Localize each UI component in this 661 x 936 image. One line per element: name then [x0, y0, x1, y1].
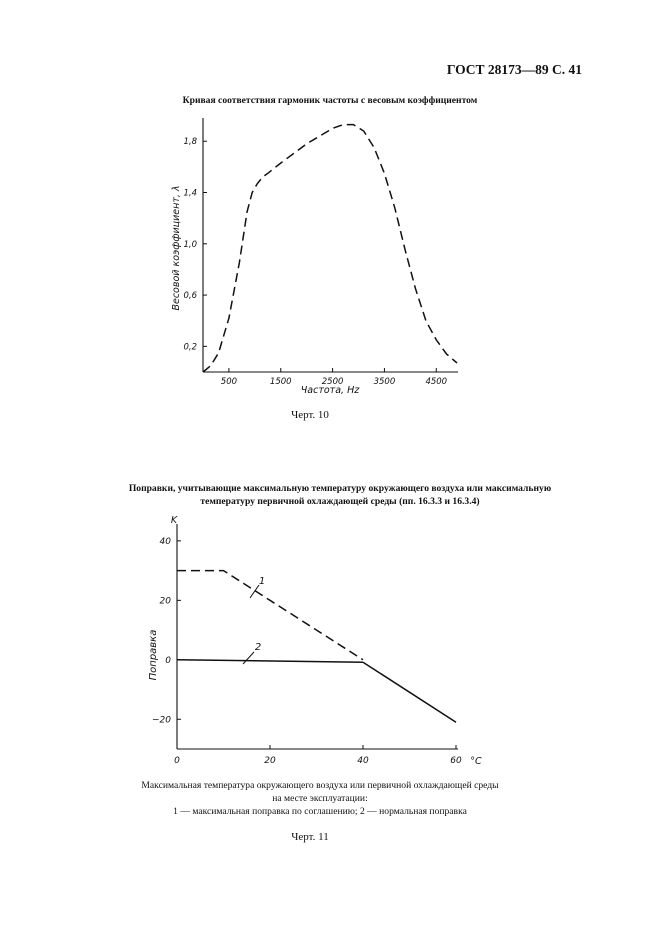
chart-10-x-tick-label: 3500: [373, 377, 396, 387]
chart-11-x-tick-label: 0: [174, 756, 180, 766]
chart-10-y-tick-label: 1,8: [183, 137, 197, 148]
chart-11-series-label-2: 2: [254, 642, 262, 653]
chart-11-title-line-1: Поправки, учитывающие максимальную температуру окружающего воздуха или максимальную: [128, 483, 552, 494]
chart-11-series-2: [177, 660, 363, 662]
chart-11-x-tick-label: 60: [450, 756, 462, 766]
chart-10-y-axis-label: Весовой коэффициент, λ: [171, 185, 182, 311]
chart-10-y-tick-label: 1,4: [183, 188, 197, 199]
chart-11-title: [70, 482, 610, 508]
chart-11-y-tick-label: −20: [152, 715, 171, 726]
chart-11-series-1: [177, 571, 363, 660]
chart-11-caption-line-1: Максимальная температура окружающего воздуха или первичной охлаждающей среды: [141, 780, 499, 791]
chart-10-y-tick-label: 0,2: [183, 342, 197, 353]
chart-11-series-3: [363, 662, 456, 722]
chart-11-y-axis-label: Поправка: [148, 629, 159, 681]
chart-11-caption: Черт. 11: [291, 831, 329, 843]
chart-11-x-tick-label: 20: [264, 756, 276, 766]
chart-10-y-tick-label: 1,0: [183, 239, 197, 250]
chart-11-y-tick-label: 40: [159, 536, 171, 547]
chart-11-label-2-leader: [243, 652, 254, 664]
chart-10-x-tick-label: 2500: [321, 377, 344, 387]
chart-11-y-tick-label: 20: [159, 596, 171, 607]
chart-10-y-tick-label: 0,6: [183, 291, 197, 302]
chart-10-x-tick-label: 4500: [425, 377, 448, 387]
chart-11-axis-caption: [90, 779, 550, 818]
chart-10-x-axis-label: Частота, Hz: [300, 385, 360, 396]
chart-11-y-axis-unit: K: [170, 515, 178, 526]
chart-10-series-1: [203, 125, 457, 372]
chart-11-x-axis-unit: °C: [470, 756, 482, 767]
chart-11-caption-line-2: на месте эксплуатации:: [272, 793, 368, 804]
chart-11-caption-line-3: 1 — максимальная поправка по соглашению; 2 — нормальная поправка: [173, 806, 467, 817]
chart-10-caption: Черт. 10: [291, 409, 329, 421]
chart-10-x-tick-label: 1500: [269, 377, 292, 387]
chart-11-title-line-2: температуру первичной охлаждающей среды (пп. 16.3.3 и 16.3.4): [200, 496, 480, 507]
chart-10-x-tick-label: 500: [220, 377, 238, 387]
chart-10-title: Кривая соответствия гармоник частоты с весовым коэффициентом: [182, 95, 478, 106]
chart-11-label-1-leader: [250, 585, 259, 598]
chart-11-series-label-1: 1: [258, 576, 266, 587]
chart-11-y-tick-label: 0: [165, 655, 171, 666]
page-header: ГОСТ 28173—89 С. 41: [446, 62, 582, 77]
chart-11-x-tick-label: 40: [357, 756, 369, 766]
